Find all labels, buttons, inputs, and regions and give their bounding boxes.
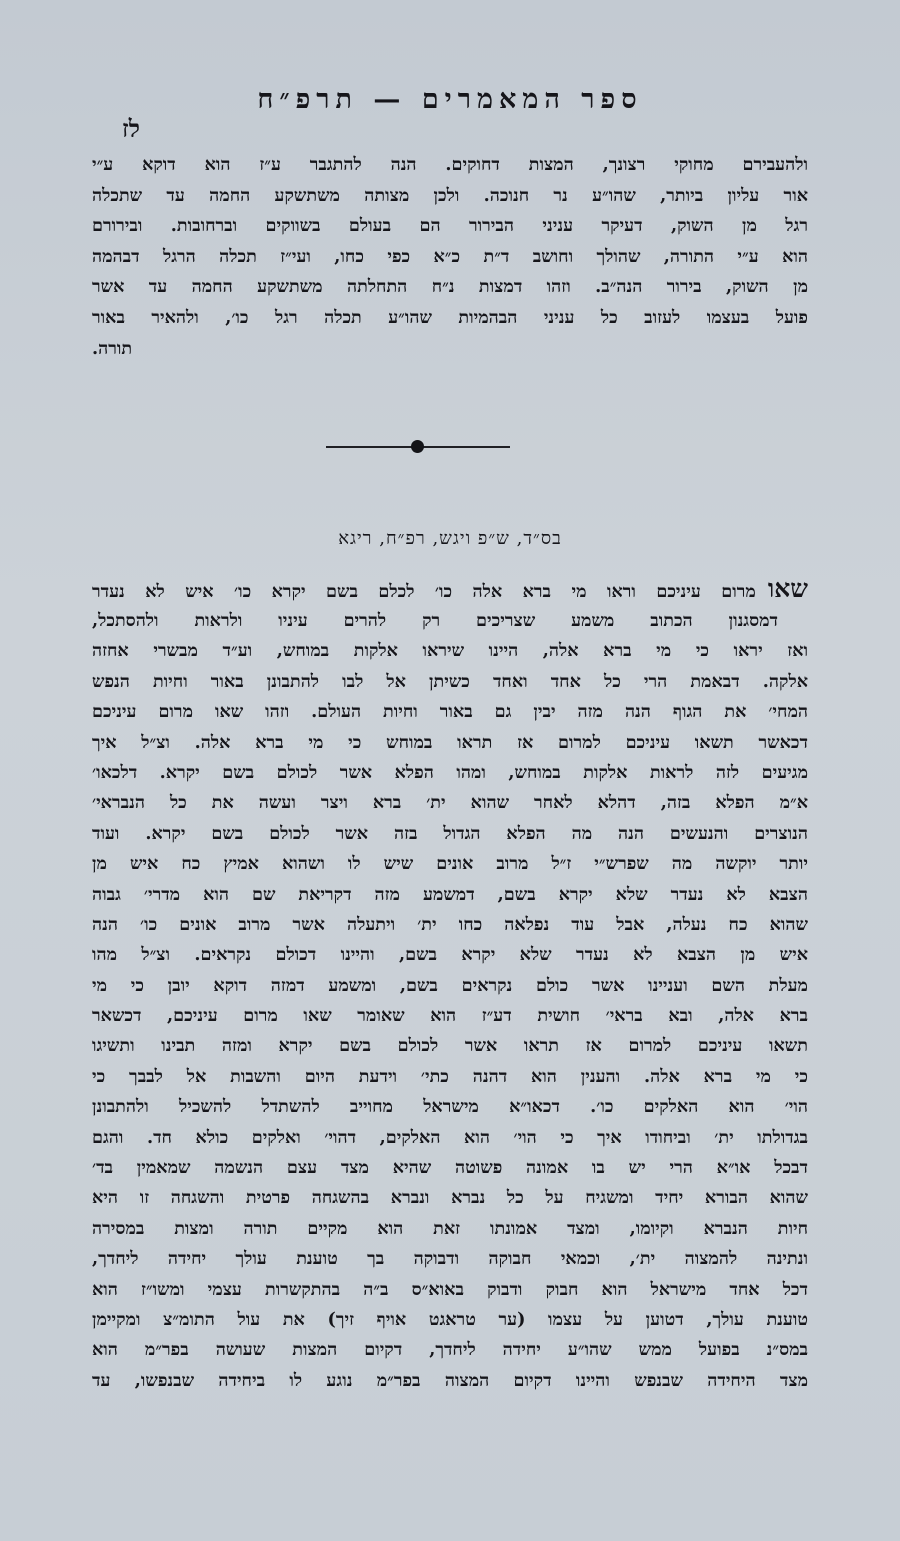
text-line: איש מן הצבא לא נעדר שלא יקרא בשם, והיינו דכולם נקראים. וצ״ל מהו xyxy=(92,944,808,966)
opening-word: שאו xyxy=(767,574,808,603)
section-divider-dot xyxy=(411,440,424,453)
running-header-title: ספר המאמרים — תרפ״ח xyxy=(257,84,643,115)
text-line: כי מי ברא אלה. והענין הוא דהנה כתי׳ וידעת היום והשבות אל לבבך כי xyxy=(92,1065,808,1087)
text-line: שהוא הבורא יחיד ומשגיח על כל נברא ונברא בהשגחה פרטית והשגחה זו היא xyxy=(92,1187,808,1209)
text-line: המחי׳ את הגוף הנה מזה יבין גם באור וחיות העולם. וזהו שאו מרום עיניכם xyxy=(92,701,808,723)
text-line: מגיעים לזה לראות אלקות במוחש, ומהו הפלא אשר לכולם בשם יקרא. דלכאו׳ xyxy=(92,761,808,783)
text-line: דמסגנון הכתוב משמע שצריכים רק להרים עיניו ולראות ולהסתכל, xyxy=(92,610,778,631)
text-line: הנוצרים והנעשים הנה מה הפלא הגדול בזה אשר לכולם בשם יקרא. ועוד xyxy=(92,822,808,844)
text-line: חיות הנברא וקיומו, ומצד אמונתו זאת הוא מקיים תורה ומצות במסירה xyxy=(92,1217,808,1239)
opening-line xyxy=(92,572,808,606)
opening-verse: מרום עיניכם וראו מי ברא אלה כו׳ לכלם בשם יקרא כו׳ איש לא נעדר xyxy=(92,581,756,602)
text-line: ואז יראו כי מי ברא אלה, היינו שיראו אלקות במוחש, וע״ד מבשרי אחזה xyxy=(92,640,808,662)
text-line: הוא ע״י התורה, שהולך וחושב ד״ת כ״א כפי כחו, ועי״ז תכלה הרגל דבהמה xyxy=(92,245,808,267)
section-a-text xyxy=(92,150,808,364)
text-line: מצד היחידה שבנפש והיינו דקיום המצוה בפר״מ נוגע לו ביחידה שבנפשו, עד xyxy=(92,1369,808,1391)
text-line: במס״נ בפועל ממש שהו״ע יחידה ליחדך, דקיום המצות שעושה בפר״מ הוא xyxy=(92,1339,808,1361)
text-line: דכאשר תשאו עיניכם למרום אז תראו במוחש כי מי ברא אלה. וצ״ל איך xyxy=(92,731,808,753)
text-line: יותר יוקשה מה שפרש״י ז״ל מרוב אונים שיש לו ושהוא אמיץ כח איש מן xyxy=(92,853,808,875)
text-line-final: תורה. xyxy=(92,337,133,359)
text-line: בגדולתו ית׳ וביחודו איך כי הוי׳ הוא האלקים, דהוי׳ ואלקים כולא חד. והגם xyxy=(92,1126,808,1148)
discourse-dateline: בס״ד, ש״פ ויגש, רפ״ח, ריגא xyxy=(338,528,562,549)
text-line: תשאו עיניכם למרום אז תראו אשר לכולם בשם יקרא ומזה תבינו ותשיגו xyxy=(92,1035,808,1057)
text-line: ונתינה להמצוה ית׳, וכמאי חבוקה ודבוקה בך טוענת עולך יחידה ליחדך, xyxy=(92,1248,808,1270)
section-b-text xyxy=(92,572,808,1396)
text-line: פועל בעצמו לעזוב כל עניני הבהמיות שהו״ע תכלה רגל כו׳, ולהאיר באור xyxy=(92,306,808,328)
text-line: דבכל או״א הרי יש בו אמונה פשוטה שהיא מצד עצם הנשמה שמאמין בד׳ xyxy=(92,1157,808,1179)
text-line: א״מ הפלא בזה, דהלא לאחר שהוא ית׳ ברא ויצר ועשה את כל הנבראי׳ xyxy=(92,792,808,814)
page-number: לז xyxy=(122,114,140,143)
text-line: אלקה. דבאמת הרי כל אחד ואחד כשיתן אל לבו להתבונן באור וחיות הנפש xyxy=(92,670,808,692)
text-line: דכל אחד מישראל הוא חבוק ודבוק באוא״ס ב״ה בהתקשרות עצמי ומשו״ז הוא xyxy=(92,1278,808,1300)
text-line: הוי׳ הוא האלקים כו׳. דכאו״א מישראל מחוייב להשתדל להשכיל ולהתבונן xyxy=(92,1096,808,1118)
text-line: ולהעבירם מחוקי רצונך, המצות דחוקים. הנה להתגבר ע״ז הוא דוקא ע״י xyxy=(92,154,808,175)
text-line: מן השוק, בירור הנה״ב. וזהו דמצות נ״ח התחלתה משתשקע החמה עד אשר xyxy=(92,276,808,298)
text-line: אור עליון ביותר, שהו״ע נר חנוכה. ולכן מצותה משתשקע החמה עד שתכלה xyxy=(92,184,808,206)
text-line: שהוא כח נעלה, אבל עוד נפלאה כחו ית׳ ויתעלה אשר מרוב אונים כו׳ הנה xyxy=(92,913,808,935)
text-line: מעלת השם ועניינו אשר כולם נקראים בשם, ומשמע דמזה דוקא יובן כי מי xyxy=(92,974,808,996)
text-line: רגל מן השוק, דעיקר עניני הבירור הם בעולם בשווקים וברחובות. ובירורם xyxy=(92,215,808,237)
text-line: ברא אלה, ובא בראי׳ חושית דע״ז הוא שאומר שאו מרום עיניכם, דכשאר xyxy=(92,1005,808,1027)
text-line: הצבא לא נעדר שלא יקרא בשם, דמשמע מזה דקריאת שם הוא מדרי׳ גבוה xyxy=(92,883,808,905)
text-line: טוענת עולך, דטוען על עצמו (ער טראגט אויף זיך) את עול התומ״צ ומקיימן xyxy=(92,1308,808,1330)
